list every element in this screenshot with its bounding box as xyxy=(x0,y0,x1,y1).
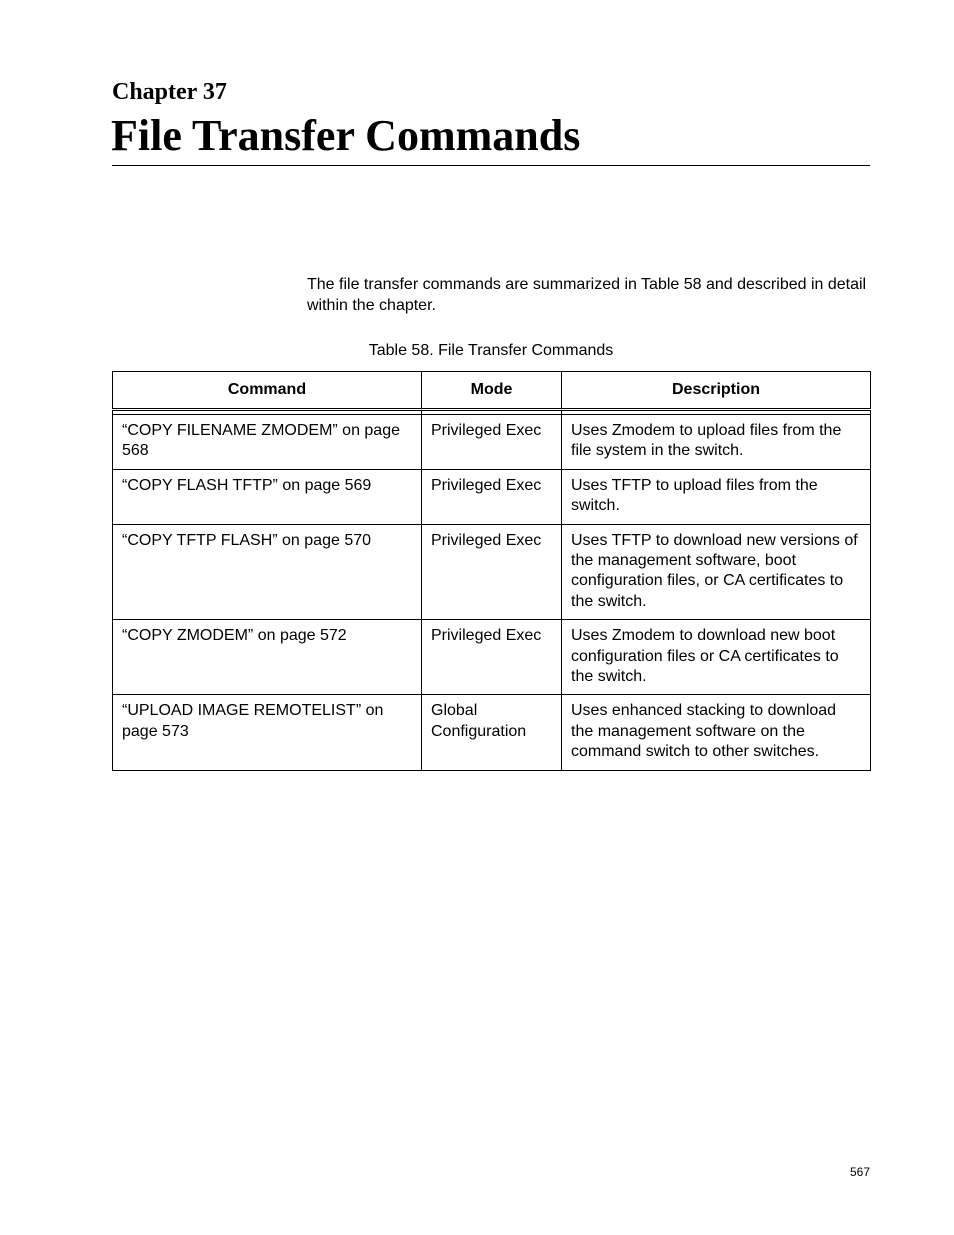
description-cell: Uses TFTP to download new versions of the management software, boot configuration files, or CA certificates to the switch. xyxy=(562,524,871,620)
mode-cell: Privileged Exec xyxy=(422,524,562,620)
header-mode: Mode xyxy=(422,372,562,410)
mode-cell: Privileged Exec xyxy=(422,620,562,695)
file-transfer-commands-table xyxy=(112,371,871,771)
command-link[interactable]: “UPLOAD IMAGE REMOTELIST” on page 573 xyxy=(113,695,422,770)
mode-cell: Privileged Exec xyxy=(422,469,562,524)
command-link[interactable]: “COPY ZMODEM” on page 572 xyxy=(113,620,422,695)
mode-cell: Privileged Exec xyxy=(422,415,562,470)
description-cell: Uses Zmodem to download new boot configuration files or CA certificates to the switch. xyxy=(562,620,871,695)
table-caption: Table 58. File Transfer Commands xyxy=(368,342,614,359)
description-cell: Uses TFTP to upload files from the switch. xyxy=(562,469,871,524)
title-rule xyxy=(112,165,870,166)
header-command: Command xyxy=(113,372,422,410)
table-row xyxy=(113,524,871,620)
table-row xyxy=(113,620,871,695)
description-cell: Uses Zmodem to upload files from the file system in the switch. xyxy=(562,415,871,470)
table-header-row xyxy=(113,372,871,410)
intro-paragraph: The file transfer commands are summarized in Table 58 and described in detail within the chapter. xyxy=(307,276,867,314)
table-row xyxy=(113,695,871,770)
chapter-label: Chapter 37 xyxy=(112,79,227,105)
table-row xyxy=(113,415,871,470)
mode-cell: Global Configuration xyxy=(422,695,562,770)
page-number: 567 xyxy=(849,1165,870,1179)
command-link[interactable]: “COPY TFTP FLASH” on page 570 xyxy=(113,524,422,620)
table-row xyxy=(113,469,871,524)
header-description: Description xyxy=(562,372,871,410)
command-link[interactable]: “COPY FLASH TFTP” on page 569 xyxy=(113,469,422,524)
description-cell: Uses enhanced stacking to download the management software on the command switch to other switches. xyxy=(562,695,871,770)
command-link[interactable]: “COPY FILENAME ZMODEM” on page 568 xyxy=(113,415,422,470)
chapter-title: File Transfer Commands xyxy=(111,111,581,160)
